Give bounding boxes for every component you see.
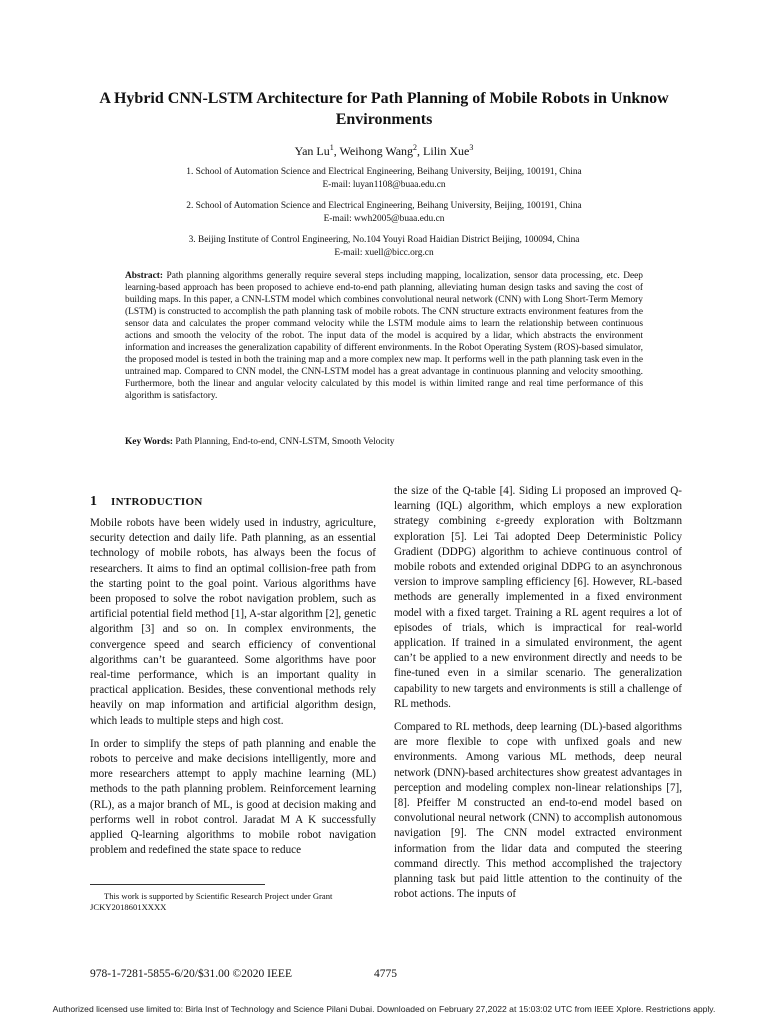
affiliation-3: [60, 234, 708, 260]
abstract-label: Abstract:: [125, 271, 164, 281]
footnote: This work is supported by Scientific Research Project under Grant JCKY2018601XXXX: [90, 891, 333, 912]
paper-title: A Hybrid CNN-LSTM Architecture for Path Planning of Mobile Robots in Unknow Environments: [99, 90, 669, 128]
author-name: Weihong Wang: [339, 144, 414, 158]
author-name: Yan Lu: [294, 144, 330, 158]
affiliation-line: 1. School of Automation Science and Electrical Engineering, Beihang University, Beijing, 100191, China: [186, 167, 582, 177]
abstract-text: Path planning algorithms generally require several steps including mapping, localization, sensor data processing, etc. Deep learning-based approach has been proposed to achieve end-to-end path planning, alleviating human design tasks and saving the cost of building maps. In this paper, a CNN-LSTM model which combines convolutional neural network (CNN) with Long Short-Term Memory (LSTM) is constructed to accomplish the path planning task of mobile robots. The CNN structure extracts environment features from the sensor data and calculates the proper command velocity while the LSTM module aims to learn the relationship between continuous actions and smooth the velocity of the robot. The input data of the model is acquired by a lidar, which abstracts the environment information and increases the generalization capability of different environments. In the Robot Operating System (ROS)-based simulator, the proposed model is tested in both the training map and a more complex new map. It performs well in the path planning task even in the untrained map. Compared to CNN model, the CNN-LSTM model has a great advantage in continuous planning and velocity smoothing. Furthermore, both the linear and angular velocity calculated by this model is within limited range and real time performance of this algorithm is satisfactory.: [125, 271, 643, 401]
body-paragraph: the size of the Q-table [4]. Siding Li proposed an improved Q-learning (IQL) algorithm, which employs a new exploration strategy combining ε-greedy exploration with Boltzmann exploration [5]. Lei Tai adopted Deep Deterministic Policy Gradient (DDPG) algorithm to achieve continuous control of mobile robots and extended original DDPG to an asynchronous version to improve sampling efficiency [6]. However, RL-based methods are generally implemented in a fixed environment model with a fixed target. Training a RL agent requires a lot of episodes of trials, which is impractical for real-world application. If trained in a simulated environment, the agent can’t be applied to a new environment directly and needs to be fine-tuned even in a similar scenario. The generalization capability to new targets and environments is still a challenge of RL methods.: [394, 485, 682, 710]
abstract: [125, 270, 643, 402]
footnote-divider: [90, 884, 265, 885]
keywords-label: Key Words:: [125, 437, 174, 447]
body-paragraph: In order to simplify the steps of path planning and enable the robots to perceive and make decisions intelligently, more and more researchers attempt to apply machine learning (ML) methods to the path planning problem. Reinforcement learning (RL), as a major branch of ML, is good at decision making and performs well in robot control. Jaradat M A K successfully applied Q-learning algorithms to mobile robot navigation problem and redefined the state space to reduce: [90, 737, 376, 857]
right-column: [394, 484, 682, 910]
affiliation-2: [60, 200, 708, 226]
author-affiliation-mark: 2: [413, 143, 418, 152]
body-paragraph: Compared to RL methods, deep learning (DL)-based algorithms are more flexible to cope with unfixed goals and new environments. Among various ML methods, deep neural network (DNN)-based architectures show greatest advantages in perception and modeling complex non-linear relationships [7], [8]. Pfeiffer M constructed an end-to-end model based on convolutional neural network (CNN) to accomplish autonomous navigation [9]. The CNN model extracted environment information from the lidar data and computed the steering command directly. This method accomplished the trajectory planning task but paid little attention to the continuity of the robot actions. The inputs of: [394, 721, 682, 901]
authorization-notice: Authorized licensed use limited to: Birla Inst of Technology and Science Pilani Dubai. Downloaded on February 27,2022 at 15:03:02 UTC from IEEE Xplore. Restrictions apply.: [52, 1004, 716, 1014]
section-number: 1: [90, 494, 97, 509]
affiliation-email: E-mail: luyan1108@buaa.edu.cn: [322, 180, 446, 190]
keywords-text: Path Planning, End-to-end, CNN-LSTM, Smooth Velocity: [175, 437, 395, 447]
author-name: Lilin Xue: [423, 144, 470, 158]
left-column: [90, 516, 376, 866]
affiliation-line: 3. Beijing Institute of Control Engineering, No.104 Youyi Road Haidian District Beijing, 100094, China: [188, 235, 580, 245]
isbn-copyright: 978-1-7281-5855-6/20/$31.00 ©2020 IEEE: [90, 968, 292, 980]
page-number: 4775: [374, 968, 397, 980]
affiliation-line: 2. School of Automation Science and Electrical Engineering, Beihang University, Beijing, 100191, China: [186, 201, 582, 211]
author-affiliation-mark: 1: [329, 143, 334, 152]
affiliation-email: E-mail: xuell@bicc.org.cn: [334, 248, 434, 258]
section-title: INTRODUCTION: [111, 496, 203, 508]
affiliation-email: E-mail: wwh2005@buaa.edu.cn: [323, 214, 445, 224]
author-affiliation-mark: 3: [469, 143, 474, 152]
body-paragraph: Mobile robots have been widely used in industry, agriculture, security detection and daily life. Path planning, as an essential technology of mobile robots, has always been the focus of researchers. It aims to find an optimal collision-free path from the starting point to the goal point. Various algorithms have been proposed to solve the robot navigation problem, such as artificial potential field method [1], A-star algorithm [2], genetic algorithm [3] and so on. In complex environments, the convergence speed and search efficiency of conventional algorithms can’t be guaranteed. Some algorithms have poor real-time performance, which is an important quality in practical application. Besides, these conventional methods rely heavily on map information and artificial algorithm design, which leads to multiple steps and high cost.: [90, 517, 376, 727]
keywords: [125, 437, 643, 447]
section-heading: [90, 494, 203, 510]
author-list: Yan Lu$^1$, Weihong Wang$^2$, Lilin Xue$^3$: [294, 143, 474, 158]
affiliation-1: [60, 166, 708, 192]
